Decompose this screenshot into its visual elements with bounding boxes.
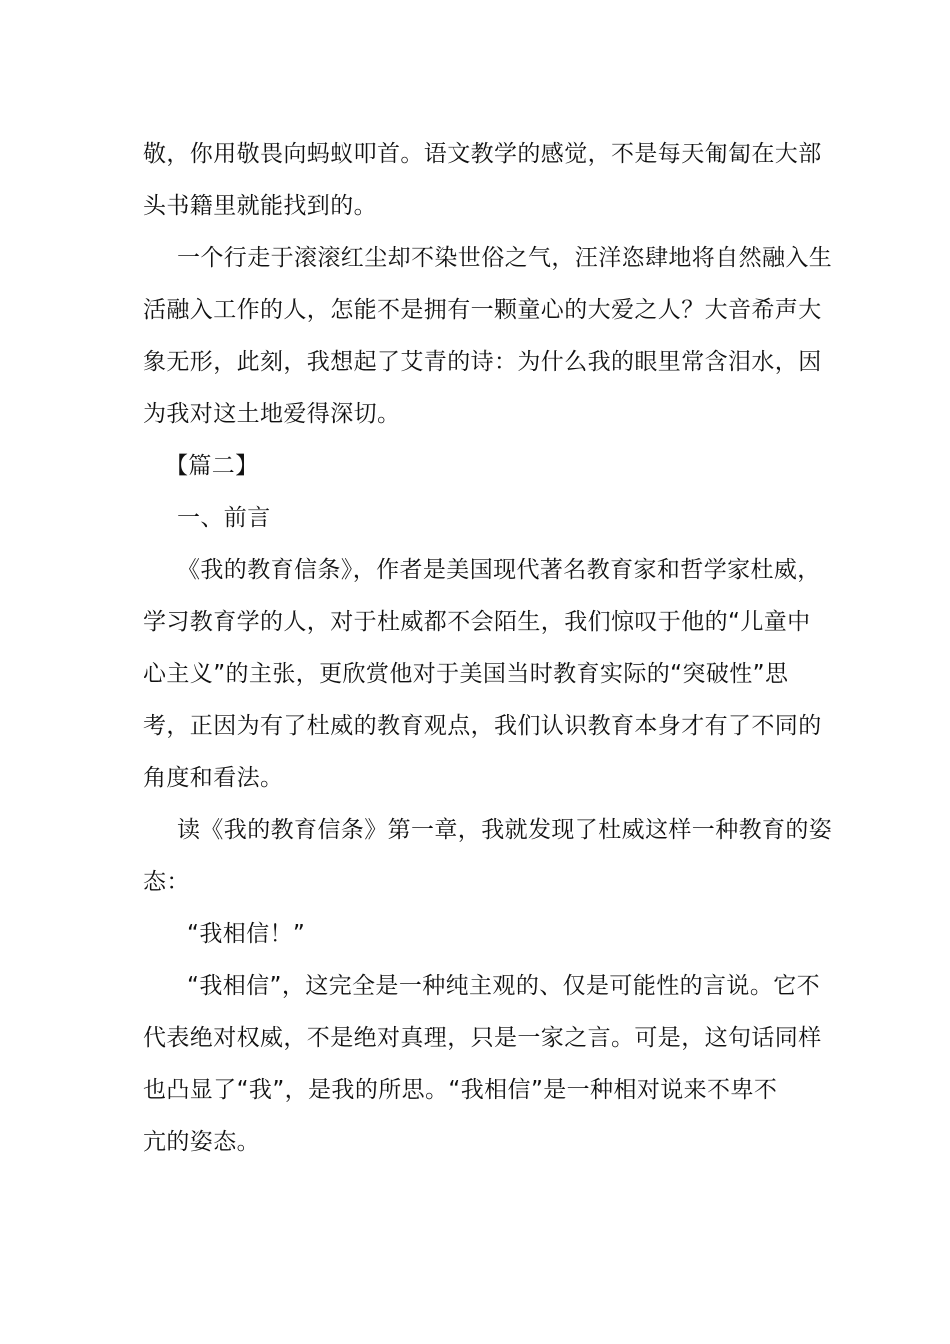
text-line: 心主义”的主张，更欣赏他对于美国当时教育实际的“突破性”思: [143, 661, 789, 687]
text-line: 亢的姿态。: [143, 1129, 260, 1155]
text-line: 态：: [143, 869, 190, 895]
document-page: [143, 128, 833, 1168]
text-line: 头书籍里就能找到的。: [143, 193, 377, 219]
text-line: “我相信”，这完全是一种纯主观的、仅是可能性的言说。它不: [187, 973, 821, 999]
text-line: 读《我的教育信条》第一章，我就发现了杜威这样一种教育的姿: [177, 817, 833, 843]
text-line: 《我的教育信条》，作者是美国现代著名教育家和哲学家杜威，: [177, 557, 821, 583]
text-line: 一个行走于滚滚红尘却不染世俗之气，汪洋恣肆地将自然融入生: [177, 245, 833, 271]
text-line: 活融入工作的人，怎能不是拥有一颗童心的大爱之人？大音希声大: [143, 297, 822, 323]
paragraph: [143, 492, 807, 544]
paragraph: [143, 128, 822, 232]
text-line: 敬，你用敬畏向蚂蚁叩首。语文教学的感觉，不是每天匍匐在大部: [143, 141, 822, 167]
paragraph: [143, 232, 833, 440]
text-line: 象无形，此刻，我想起了艾青的诗：为什么我的眼里常含泪水，因: [143, 349, 822, 375]
text-line: “我相信！”: [187, 921, 306, 947]
text-line: 一、前言: [177, 505, 271, 531]
text-line: 为我对这土地爱得深切。: [143, 401, 401, 427]
text-line: 角度和看法。: [143, 765, 284, 791]
paragraph: [143, 960, 822, 1168]
paragraph: [143, 804, 833, 908]
paragraph: [143, 440, 807, 492]
text-line: 【篇二】: [165, 453, 259, 479]
paragraph: [143, 544, 822, 804]
paragraph: [143, 908, 807, 960]
text-line: 学习教育学的人，对于杜威都不会陌生，我们惊叹于他的“儿童中: [143, 609, 811, 635]
text-line: 也凸显了“我”，是我的所思。“我相信”是一种相对说来不卑不: [143, 1077, 778, 1103]
text-line: 代表绝对权威，不是绝对真理，只是一家之言。可是，这句话同样: [143, 1025, 822, 1051]
text-line: 考，正因为有了杜威的教育观点，我们认识教育本身才有了不同的: [143, 713, 822, 739]
